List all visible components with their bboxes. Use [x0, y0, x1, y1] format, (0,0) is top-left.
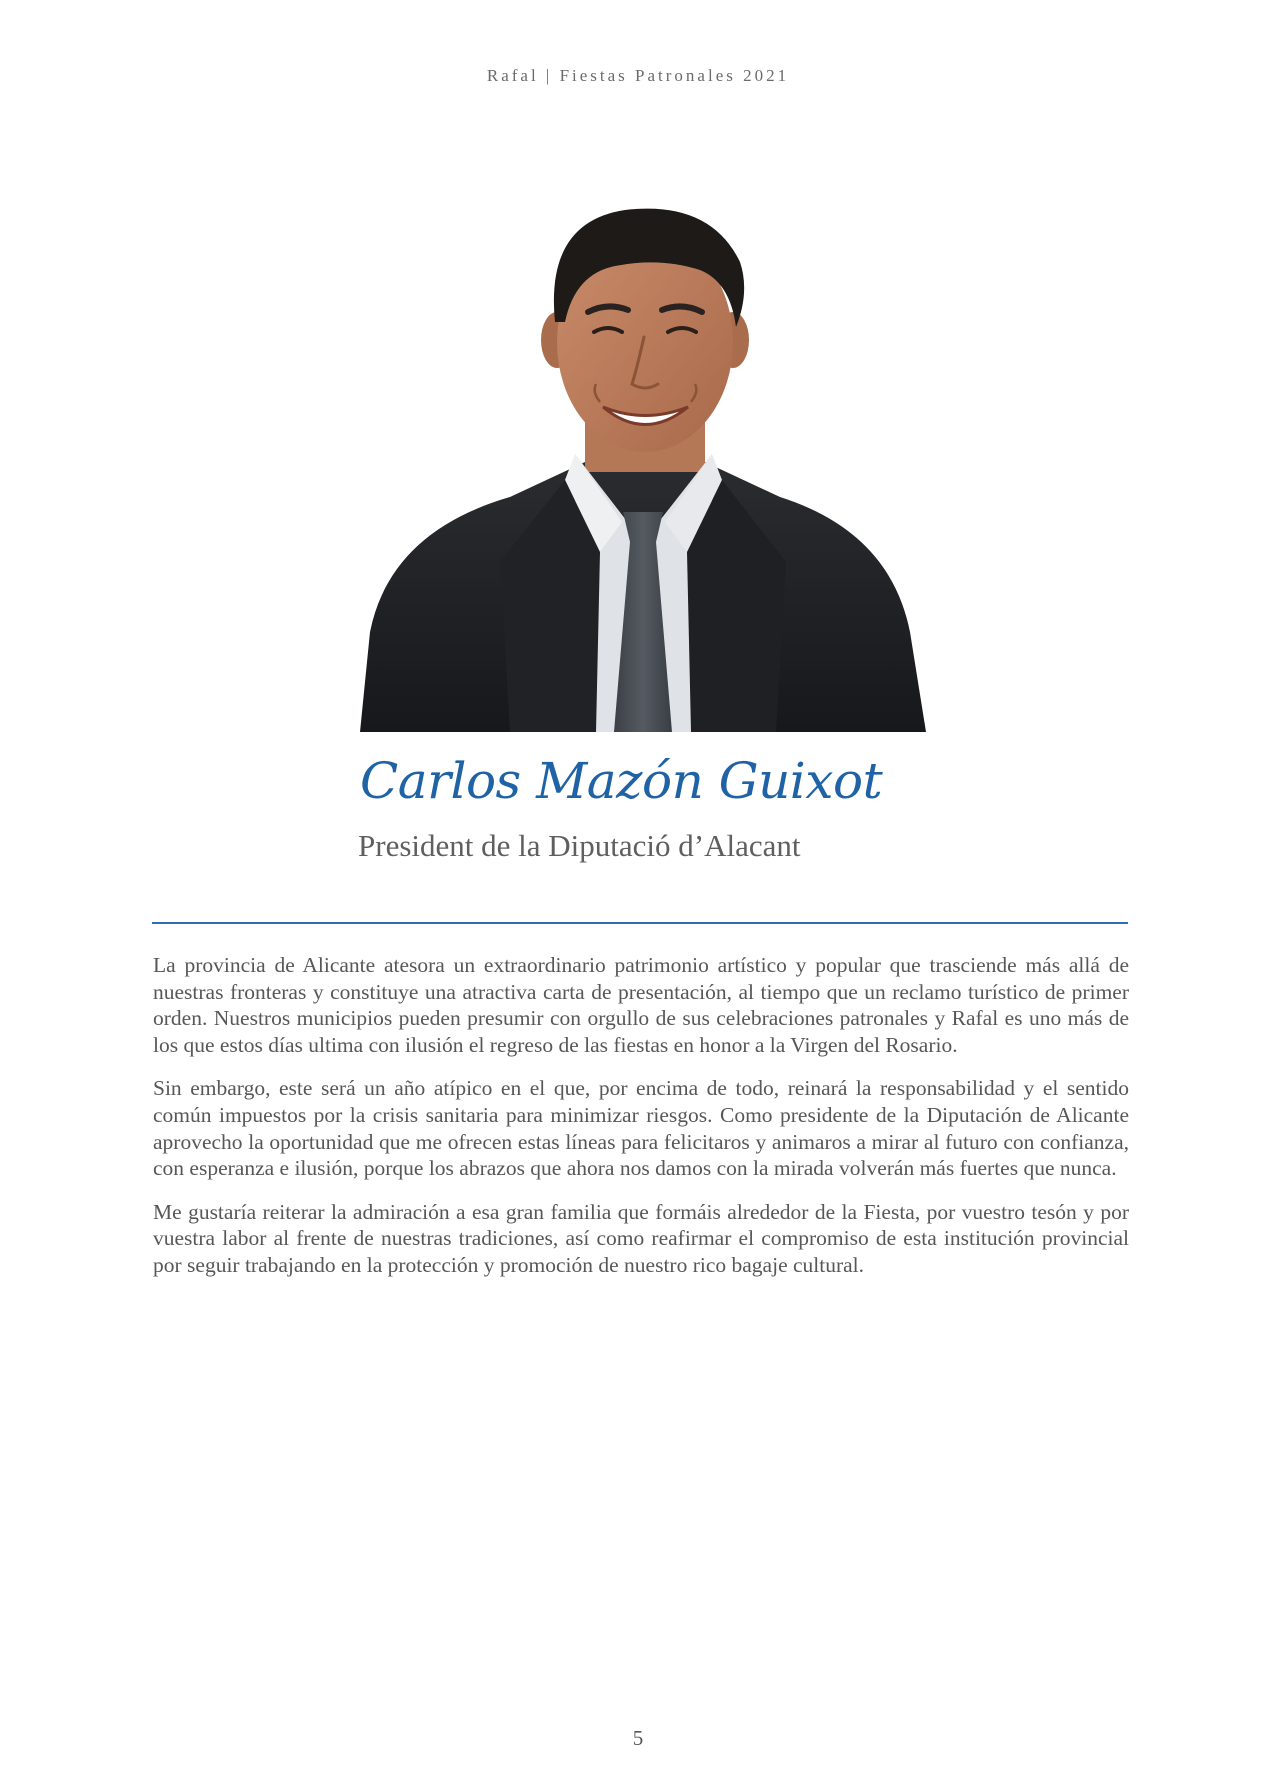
author-role: President de la Diputació d’Alacant [358, 828, 801, 863]
page-number: 5 [632, 1726, 644, 1750]
paragraph: Sin embargo, este será un año atípico en el que, por encima de todo, reinará la responsabilidad y el sentido común impuestos por la crisis sanitaria para minimizar riesgos. Como presidente de la Diputación de Alicante aprovecho la oportunidad que me ofrecen estas líneas para felicitaros y animaros a mirar al futuro con confianza, con esperanza e ilusión, porque los abrazos que ahora nos damos con la mirada volverán más fuertes que nunca. [153, 1076, 1129, 1181]
running-header: Rafal | Fiestas Patronales 2021 [486, 66, 790, 85]
paragraph: Me gustaría reiterar la admiración a esa gran familia que formáis alrededor de la Fiesta, por vuestro tesón y por vuestra labor al frente de nuestras tradiciones, así como reafirmar el compromiso de esta institución provincial por seguir trabajando en la protección y promoción de nuestro rico bagaje cultural. [153, 1199, 1129, 1277]
portrait-illustration [360, 162, 926, 732]
article-body [153, 952, 1129, 1296]
paragraph: La provincia de Alicante atesora un extraordinario patrimonio artístico y popular que trasciende más allá de nuestras fronteras y constituye una atractiva carta de presentación, al tiempo que un reclamo turístico de primer orden. Nuestros municipios pueden presumir con orgullo de sus celebraciones patronales y Rafal es uno más de los que estos días ultima con ilusión el regreso de las fiestas en honor a la Virgen del Rosario. [153, 953, 1129, 1057]
portrait-photo [360, 162, 926, 732]
section-divider [152, 922, 1128, 924]
author-name: Carlos Mazón Guixot [360, 752, 883, 810]
